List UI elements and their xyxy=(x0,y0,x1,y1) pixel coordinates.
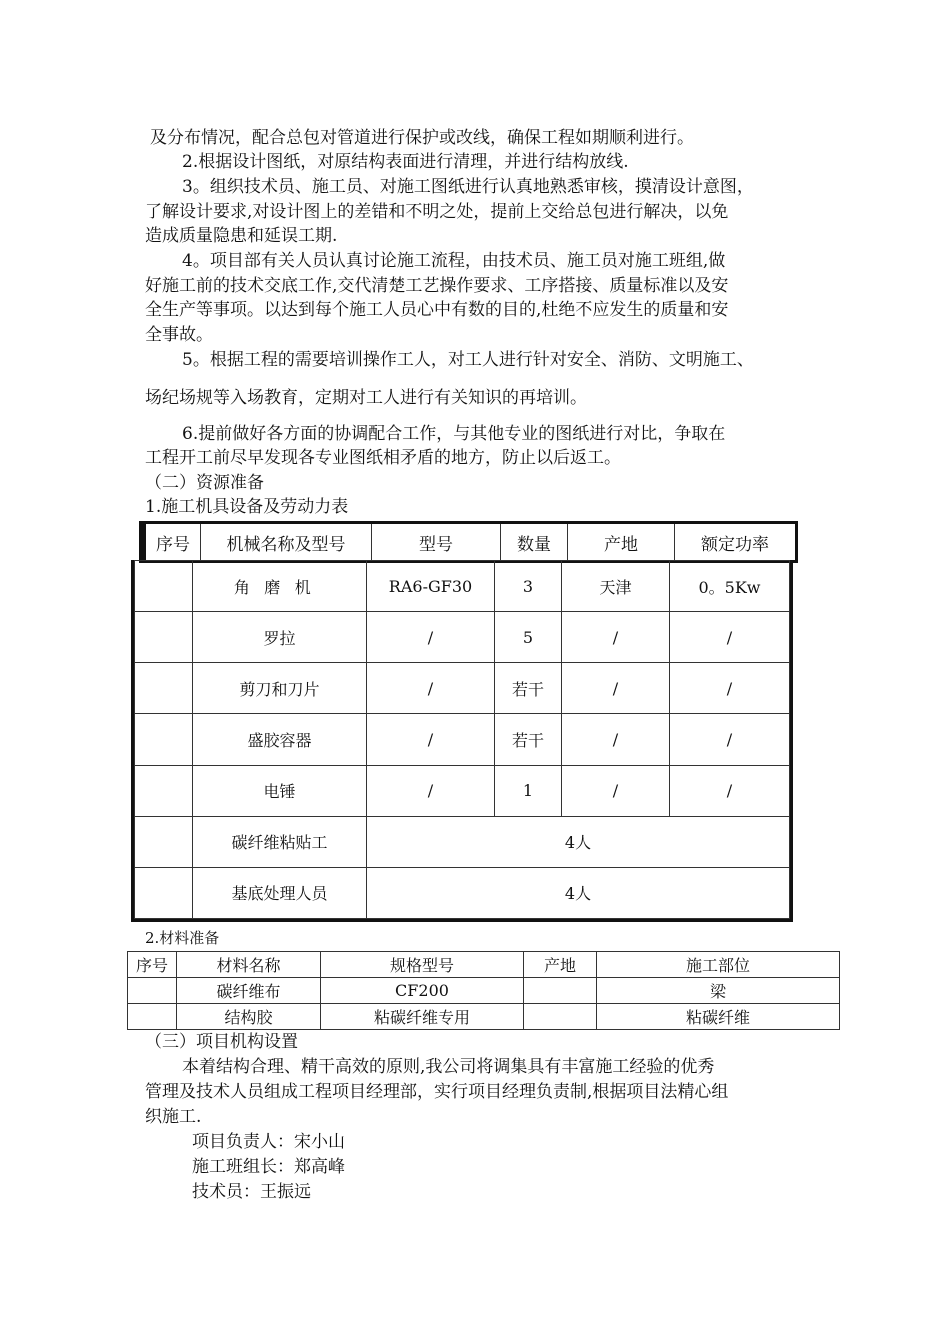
header-cell: 施工部位 xyxy=(597,952,840,978)
table-cell: 4人 xyxy=(367,867,790,918)
table-cell: 罗拉 xyxy=(193,612,367,663)
table-cell: / xyxy=(670,714,790,765)
section-heading: （二）资源准备 xyxy=(145,473,264,493)
subsection-heading: 2.材料准备 xyxy=(145,929,220,947)
header-cell: 机械名称及型号 xyxy=(201,524,372,560)
paragraph-line: 管理及技术人员组成工程项目经理部，实行项目经理负责制,根据项目法精心组 xyxy=(145,1082,729,1102)
paragraph-line: 好施工前的技术交底工作,交代清楚工艺操作要求、工序搭接、质量标准以及安 xyxy=(145,276,729,296)
table-row xyxy=(135,612,790,663)
table-cell: 0。5Kw xyxy=(670,561,790,612)
table-cell: RA6-GF30 xyxy=(367,561,495,612)
table-row xyxy=(128,978,840,1004)
header-cell: 规格型号 xyxy=(321,952,524,978)
paragraph-line: 6.提前做好各方面的协调配合工作，与其他专业的图纸进行对比，争取在 xyxy=(182,424,726,444)
header-cell: 额定功率 xyxy=(675,524,796,560)
paragraph-line: 4。项目部有关人员认真讨论施工流程，由技术员、施工员对施工班组,做 xyxy=(182,251,726,271)
table-cell xyxy=(135,663,193,714)
table-cell: / xyxy=(670,663,790,714)
table-cell: / xyxy=(562,765,670,816)
project-lead: 项目负责人：宋小山 xyxy=(192,1132,345,1152)
table-cell: 若干 xyxy=(495,663,562,714)
table-cell xyxy=(128,978,177,1004)
table-cell: / xyxy=(670,612,790,663)
table-row xyxy=(135,816,790,867)
paragraph-line: 本着结构合理、精干高效的原则,我公司将调集具有丰富施工经验的优秀 xyxy=(182,1057,715,1077)
header-cell: 材料名称 xyxy=(177,952,321,978)
header-cell: 产地 xyxy=(524,952,597,978)
table-cell: / xyxy=(562,663,670,714)
table-cell: 梁 xyxy=(597,978,840,1004)
table-cell: / xyxy=(367,663,495,714)
header-cell: 序号 xyxy=(128,952,177,978)
header-cell: 序号 xyxy=(144,524,201,560)
table-cell: / xyxy=(367,714,495,765)
table-cell: 4人 xyxy=(367,816,790,867)
paragraph-line: 了解设计要求,对设计图上的差错和不明之处，提前上交给总包进行解决，以免 xyxy=(145,202,729,222)
table-cell: / xyxy=(670,765,790,816)
table-cell: 天津 xyxy=(562,561,670,612)
table-cell: CF200 xyxy=(321,978,524,1004)
team-foreman: 施工班组长：郑高峰 xyxy=(192,1157,345,1177)
header-cell: 型号 xyxy=(372,524,501,560)
paragraph-line: 造成质量隐患和延误工期. xyxy=(145,226,338,246)
table-cell xyxy=(135,561,193,612)
section-heading: （三）项目机构设置 xyxy=(145,1032,298,1052)
table-row xyxy=(135,714,790,765)
subsection-heading: 1.施工机具设备及劳动力表 xyxy=(145,497,349,517)
paragraph-line: 及分布情况，配合总包对管道进行保护或改线，确保工程如期顺利进行。 xyxy=(150,128,694,148)
paragraph-line: 3。组织技术员、施工员、对施工图纸进行认真地熟悉审核，摸清设计意图， xyxy=(182,177,754,197)
table-cell: 粘碳纤维 xyxy=(597,1004,840,1030)
table-cell: 结构胶 xyxy=(177,1004,321,1030)
table-cell xyxy=(135,612,193,663)
machinery-table xyxy=(131,560,793,922)
table-cell: 若干 xyxy=(495,714,562,765)
table-cell: 电锤 xyxy=(193,765,367,816)
table-row xyxy=(135,867,790,918)
table-cell xyxy=(524,978,597,1004)
paragraph-line: 2.根据设计图纸，对原结构表面进行清理，并进行结构放线. xyxy=(182,152,629,172)
table-cell: 粘碳纤维专用 xyxy=(321,1004,524,1030)
table-row xyxy=(128,952,840,978)
table-cell: 角磨机 xyxy=(193,561,367,612)
table-cell xyxy=(128,1004,177,1030)
machinery-table-header xyxy=(139,521,798,563)
table-cell: / xyxy=(367,765,495,816)
table-cell: 碳纤维粘贴工 xyxy=(193,816,367,867)
paragraph-line: 5。根据工程的需要培训操作工人，对工人进行针对安全、消防、文明施工、 xyxy=(182,350,754,370)
paragraph-line: 织施工. xyxy=(145,1107,202,1127)
paragraph-line: 场纪场规等入场教育，定期对工人进行有关知识的再培训。 xyxy=(145,388,587,408)
table-cell xyxy=(135,765,193,816)
header-cell: 产地 xyxy=(568,524,675,560)
material-table xyxy=(127,951,840,1028)
table-cell: / xyxy=(562,612,670,663)
table-cell xyxy=(524,1004,597,1030)
table-cell: 盛胶容器 xyxy=(193,714,367,765)
table-cell: 3 xyxy=(495,561,562,612)
header-cell: 数量 xyxy=(501,524,568,560)
table-cell: 基底处理人员 xyxy=(193,867,367,918)
table-row xyxy=(135,561,790,612)
paragraph-line: 全生产等事项。以达到每个施工人员心中有数的目的,杜绝不应发生的质量和安 xyxy=(145,300,729,320)
table-cell: 5 xyxy=(495,612,562,663)
paragraph-line: 工程开工前尽早发现各专业图纸相矛盾的地方，防止以后返工。 xyxy=(145,448,621,468)
paragraph-line: 全事故。 xyxy=(145,325,213,345)
table-row xyxy=(135,663,790,714)
table-row xyxy=(135,765,790,816)
table-cell: / xyxy=(562,714,670,765)
technician: 技术员：王振远 xyxy=(192,1182,311,1202)
table-cell xyxy=(135,816,193,867)
table-cell: 剪刀和刀片 xyxy=(193,663,367,714)
table-cell xyxy=(135,714,193,765)
table-cell xyxy=(135,867,193,918)
table-cell: 碳纤维布 xyxy=(177,978,321,1004)
table-cell: 1 xyxy=(495,765,562,816)
table-row xyxy=(128,1004,840,1030)
table-cell: / xyxy=(367,612,495,663)
